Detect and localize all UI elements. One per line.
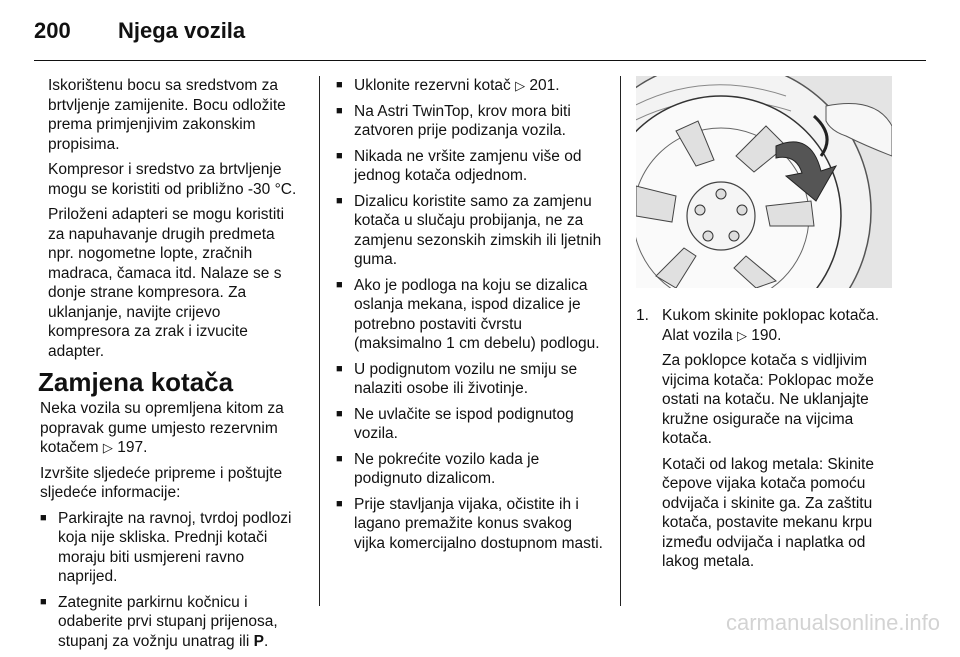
list-item: ■ Dizalicu koristite samo za zamjenu kotača u slučaju probijanja, ne za zamjenu sezonskih zimskih ili ljetnih guma. bbox=[336, 192, 606, 270]
paragraph: Za poklopce kotača s vidljivim vijcima kotača: Poklopac može ostati na kotaču. Ne uklanjajte kružne osigurače na vijcima kotača. bbox=[662, 352, 874, 447]
watermark: carmanualsonline.info bbox=[725, 610, 940, 635]
bullet-list bbox=[40, 509, 304, 652]
list-item: ■ Nikada ne vršite zamjenu više od jednog kotača odjednom. bbox=[336, 147, 606, 186]
bullet-list bbox=[336, 76, 606, 553]
steps-list bbox=[636, 306, 896, 572]
column-3 bbox=[636, 306, 896, 578]
page-ref-icon: ▷ bbox=[515, 78, 526, 93]
page-header bbox=[34, 18, 245, 46]
step-item: 1. Kukom skinite poklopac kotača. Alat vozila ▷ 190. Za poklopce kotača s vidljivim vijcima kotača: Poklopac može ostati na kotaču. Ne uklanjajte kružne osigurače na vijcima kotača. Kotači od lakog metala: Skinite čepove vijaka kotača pomoću odvijača i skinite ga. Za zaštitu kotača, postavite mekanu krpu između odvijača i naplatka od lakog metala. bbox=[636, 306, 896, 572]
list-item: ■ Ne uvlačite se ispod podignutog vozila. bbox=[336, 405, 606, 444]
list-item: ■ Ako je podloga na koju se dizalica oslanja mekana, ispod dizalice je potrebno postaviti čvrstu (maksimalno 1 cm debelu) podlogu. bbox=[336, 276, 606, 354]
step-number: 1. bbox=[636, 307, 649, 324]
paragraph: Priloženi adapteri se mogu koristiti za napuhavanje drugih predmeta npr. nogometne lopte, zračnih madraca, čamaca itd. Nalaze se s donje strane kompresora. Za uklanjanje, navijte crijevo kompresora za zrak i izvucite adapter. bbox=[48, 206, 285, 360]
page-ref[interactable]: 197. bbox=[117, 439, 148, 456]
column-1 bbox=[40, 76, 304, 657]
header-rule bbox=[34, 60, 926, 61]
page-ref[interactable]: 201. bbox=[529, 77, 560, 94]
paragraph: Izvršite sljedeće pripreme i poštujte sljedeće informacije: bbox=[40, 464, 283, 501]
paragraph: Kotači od lakog metala: Skinite čepove vijaka kotača pomoću odvijača i skinite ga. Za zaštitu kotača, postavite mekanu krpu između odvijača i naplatka od lakog metala. bbox=[662, 455, 874, 570]
list-item: ■ Prije stavljanja vijaka, očistite ih i lagano premažite konus svakog vijka komercijalno dostupnom masti. bbox=[336, 495, 606, 554]
list-item: ■ U podignutom vozilu ne smiju se nalaziti osobe ili životinje. bbox=[336, 360, 606, 399]
page-ref-icon: ▷ bbox=[736, 327, 747, 343]
column-divider-2 bbox=[620, 76, 621, 606]
column-divider-1 bbox=[319, 76, 320, 606]
paragraph: Iskorištenu bocu sa sredstvom za brtvljenje zamijenite. Bocu odložite prema primjenjivim zakonskim propisima. bbox=[48, 77, 286, 153]
paragraph: Neka vozila su opremljena kitom za popravak gume umjesto rezervnim kotačem ▷ 197. bbox=[40, 400, 284, 456]
paragraph: Kompresor i sredstvo za brtvljenje mogu se koristiti od približno -30 °C. bbox=[48, 161, 297, 198]
chapter-title: Njega vozila bbox=[118, 18, 246, 43]
list-item: ■ Parkirajte na ravnoj, tvrdoj podlozi koja nije skliska. Prednji kotači moraju biti usmjereni ravno naprijed. bbox=[40, 509, 304, 587]
page-ref[interactable]: 190. bbox=[751, 326, 782, 344]
list-item: ■ Ne pokrećite vozilo kada je podignuto dizalicom. bbox=[336, 450, 606, 489]
page-number: 200 bbox=[34, 18, 71, 43]
list-item: ■ Zategnite parkirnu kočnicu i odaberite prvi stupanj prijenosa, stupanj za vožnju unatrag ili P. bbox=[40, 593, 304, 652]
list-item: ■ Na Astri TwinTop, krov mora biti zatvoren prije podizanja vozila. bbox=[336, 102, 606, 141]
list-item: ■ Uklonite rezervni kotač ▷ 201. bbox=[336, 76, 606, 96]
section-heading: Zamjena kotača bbox=[38, 367, 234, 397]
page-ref-icon: ▷ bbox=[102, 440, 113, 455]
wheel-cover-illustration bbox=[636, 76, 892, 288]
column-2 bbox=[336, 76, 606, 559]
